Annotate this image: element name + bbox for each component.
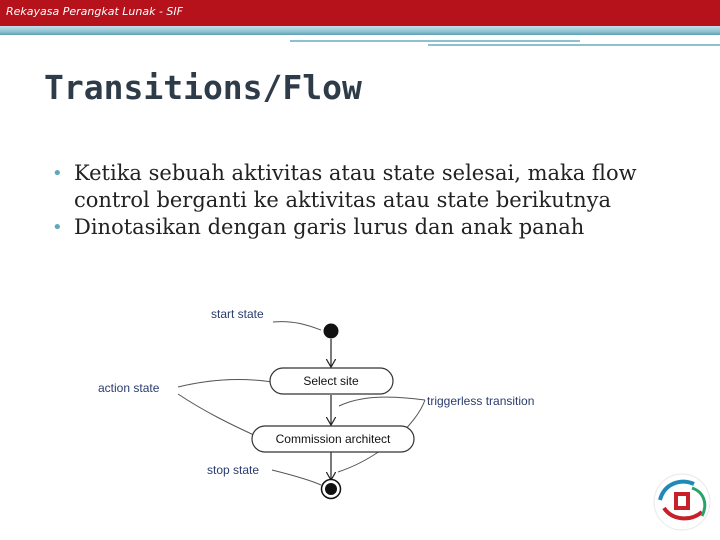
university-logo <box>648 464 718 540</box>
stop-state-label: stop state <box>207 463 260 477</box>
triggerless-transition-leader <box>339 397 425 406</box>
logo-swoosh-green <box>692 488 705 516</box>
action-state-leader <box>178 379 272 387</box>
commission-architect-label: Commission architect <box>275 432 391 446</box>
start-state-leader <box>273 322 321 330</box>
slide-title: Transitions/Flow <box>44 68 362 107</box>
triggerless-transition-label: triggerless transition <box>427 394 535 408</box>
action-state-leader <box>178 394 256 436</box>
bullet-text: Dinotasikan dengan garis lurus dan anak panah <box>74 215 585 239</box>
bullet-text: Ketika sebuah aktivitas atau state selesai, maka flow control berganti ke aktivitas atau state berikutnya <box>74 161 637 212</box>
action-state-label: action state <box>98 381 160 395</box>
logo-emblem-inner <box>678 496 686 506</box>
start-node <box>324 324 339 339</box>
select-site-label: Select site <box>303 374 359 388</box>
course-caption: Rekayasa Perangkat Lunak - SIF <box>6 5 183 18</box>
stop-state-leader <box>272 470 321 485</box>
start-state-label: start state <box>211 307 264 321</box>
stop-node <box>325 483 337 495</box>
bullet-icon: • <box>52 217 63 238</box>
bullet-icon: • <box>52 163 63 184</box>
